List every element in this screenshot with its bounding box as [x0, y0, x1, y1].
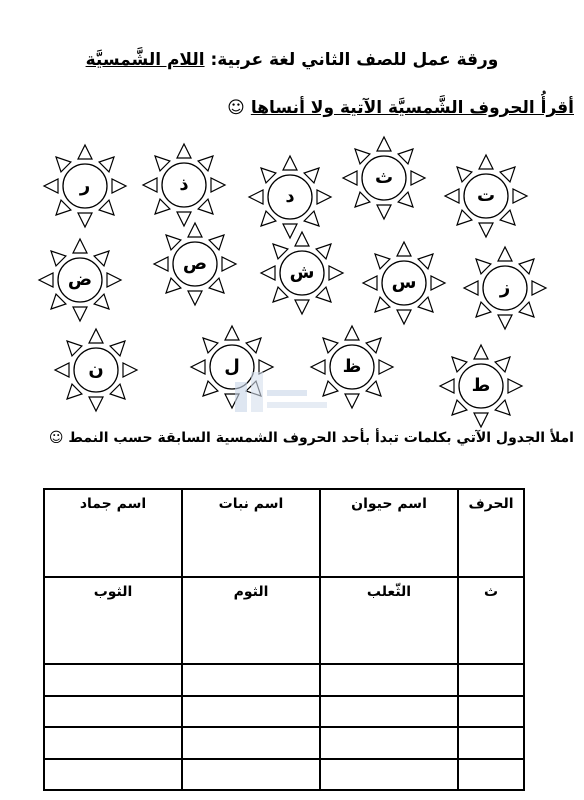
table-cell[interactable]	[458, 759, 524, 791]
instruction-read-text: أقرأُ الحروف الشَّمسيَّة الآتية ولا أنساها	[250, 98, 574, 118]
sun-letter: ز	[499, 277, 511, 298]
table-row	[44, 664, 524, 696]
header-plant: اسم نبات	[182, 489, 320, 577]
table-cell[interactable]	[182, 727, 320, 759]
header-object: اسم جماد	[44, 489, 182, 577]
table-cell: الثوب	[44, 577, 182, 665]
table-cell[interactable]	[320, 727, 458, 759]
table-cell[interactable]	[182, 696, 320, 728]
table-row	[44, 696, 524, 728]
watermark-icon	[215, 368, 345, 428]
sun-letter: ذ	[179, 174, 189, 195]
instruction-fill-text: املأ الجدول الآتي بكلمات تبدأ بأحد الحروف الشمسية السابقة حسب النمط	[68, 430, 574, 446]
title-text: ورقة عمل للصف الثاني لغة عربية:	[204, 50, 499, 70]
sun-letter: د	[285, 186, 295, 207]
table-cell[interactable]	[182, 664, 320, 696]
sun-letter: ط	[471, 375, 491, 396]
sun-letter: ض	[67, 269, 93, 290]
sun-letter: س	[391, 272, 417, 293]
sun-letter: ت	[476, 185, 496, 206]
table-cell: الثوم	[182, 577, 320, 665]
table-cell[interactable]	[44, 727, 182, 759]
table-cell[interactable]	[182, 759, 320, 791]
table-cell[interactable]	[44, 664, 182, 696]
sun-letter: ش	[289, 262, 315, 283]
sun-letter: ظ	[342, 356, 362, 377]
smiley-icon: ☺	[227, 98, 245, 118]
table-cell: الثّعلب	[320, 577, 458, 665]
table-row	[44, 577, 524, 665]
instruction-fill	[49, 430, 574, 446]
watermark-logo	[215, 368, 345, 428]
table-cell[interactable]	[320, 664, 458, 696]
header-animal: اسم حيوان	[320, 489, 458, 577]
sun-letter: ث	[374, 167, 394, 188]
sun-letter: ن	[88, 359, 104, 380]
title-topic: اللام الشَّمسيَّة	[85, 50, 205, 70]
table-row	[44, 727, 524, 759]
table-cell: ث	[458, 577, 524, 665]
words-table	[43, 488, 525, 791]
table-header-row	[44, 489, 524, 577]
sun-letter: ل	[224, 356, 240, 377]
sun-letter: ر	[79, 175, 91, 196]
table-cell[interactable]	[458, 664, 524, 696]
table-cell[interactable]	[44, 759, 182, 791]
table-cell[interactable]	[320, 759, 458, 791]
smiley-icon: ☺	[48, 430, 64, 446]
table-cell[interactable]	[44, 696, 182, 728]
header-letter: الحرف	[458, 489, 524, 577]
sun-letter: ص	[182, 253, 208, 274]
table-cell[interactable]	[458, 696, 524, 728]
table-cell[interactable]	[320, 696, 458, 728]
table-cell[interactable]	[458, 727, 524, 759]
table-row	[44, 759, 524, 791]
